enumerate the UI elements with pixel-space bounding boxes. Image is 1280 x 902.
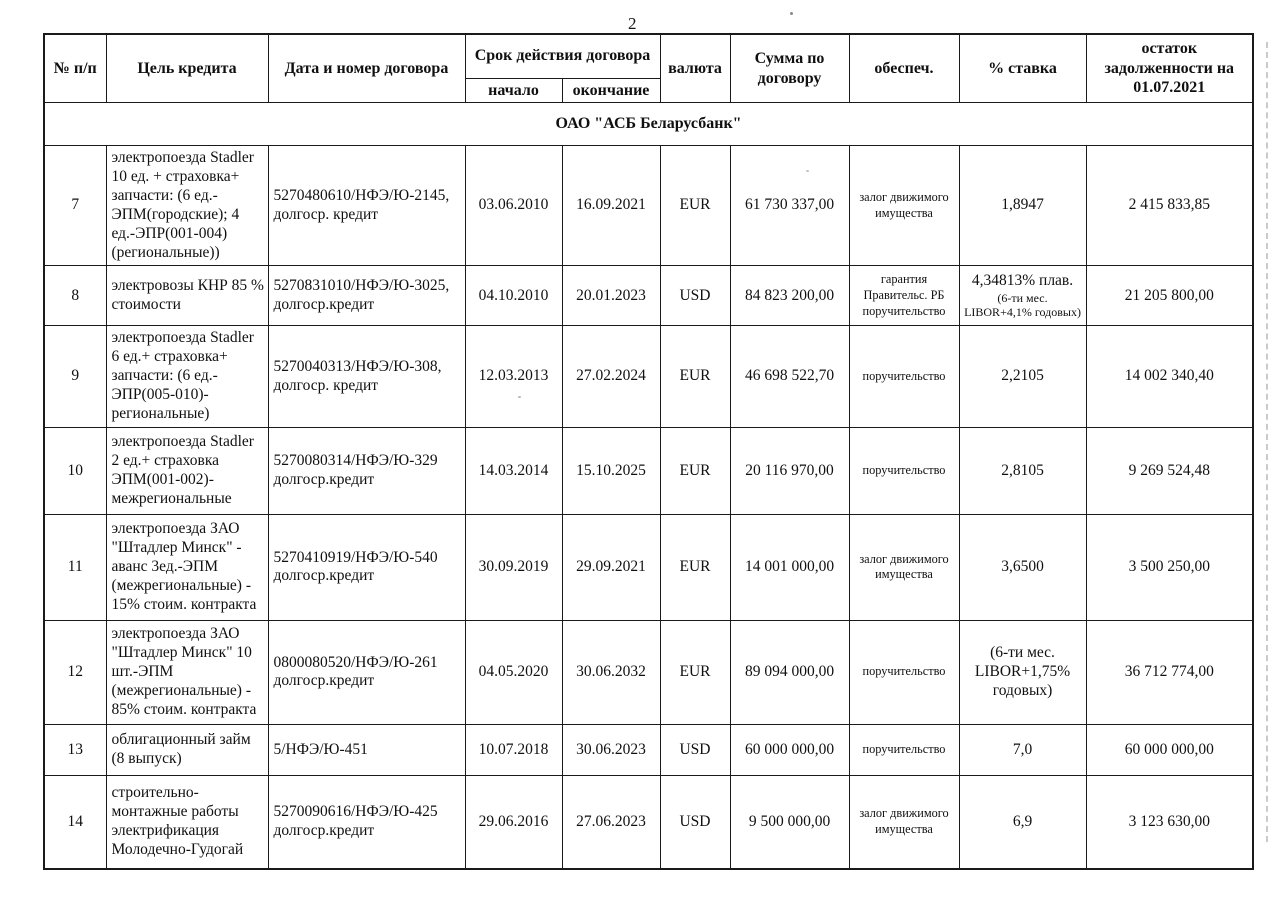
cell-contract: 0800080520/НФЭ/Ю-261 долгоср.кредит — [268, 620, 465, 724]
cell-rate — [959, 514, 1086, 620]
header-amount: Сумма по договору — [730, 34, 849, 103]
cell-collateral: поручительство — [849, 326, 959, 428]
cell-start: 03.06.2010 — [465, 146, 562, 266]
cell-purpose: электровозы КНР 85 % стоимости — [106, 266, 268, 326]
cell-num: 10 — [44, 427, 106, 514]
cell-currency: EUR — [660, 146, 730, 266]
cell-amount: 9 500 000,00 — [730, 775, 849, 869]
cell-currency: EUR — [660, 427, 730, 514]
cell-amount: 84 823 200,00 — [730, 266, 849, 326]
rate-value: 7,0 — [1012, 740, 1033, 758]
cell-end: 30.06.2032 — [562, 620, 660, 724]
cell-num: 13 — [44, 724, 106, 775]
cell-rate — [959, 326, 1086, 428]
rate-note: (6-ти мес. LIBOR+4,1% годовых) — [964, 291, 1081, 320]
header-contract: Дата и номер договора — [268, 34, 465, 103]
header-term-end: окончание — [562, 78, 660, 103]
cell-currency: USD — [660, 775, 730, 869]
table-row — [44, 775, 1253, 869]
cell-amount: 46 698 522,70 — [730, 326, 849, 428]
cell-balance: 2 415 833,85 — [1086, 146, 1253, 266]
cell-contract: 5270090616/НФЭ/Ю-425 долгоср.кредит — [268, 775, 465, 869]
cell-collateral: залог движимого имущества — [849, 514, 959, 620]
cell-rate — [959, 427, 1086, 514]
cell-start: 04.10.2010 — [465, 266, 562, 326]
rate-value: 4,34813% плав. — [971, 272, 1074, 290]
cell-purpose: электропоезда Stadler 10 ед. + страховка+ запчасти: (6 ед.-ЭПМ(городские); 4 ед.-ЭПР(001-004) (региональные)) — [106, 146, 268, 266]
header-currency: валюта — [660, 34, 730, 103]
table-row — [44, 266, 1253, 326]
cell-end: 15.10.2025 — [562, 427, 660, 514]
cell-collateral: залог движимого имущества — [849, 775, 959, 869]
cell-start: 04.05.2020 — [465, 620, 562, 724]
cell-purpose: облигационный займ (8 выпуск) — [106, 724, 268, 775]
section-title-row — [44, 103, 1253, 146]
cell-balance: 9 269 524,48 — [1086, 427, 1253, 514]
cell-balance: 21 205 800,00 — [1086, 266, 1253, 326]
cell-rate — [959, 775, 1086, 869]
cell-rate — [959, 724, 1086, 775]
header-purpose: Цель кредита — [106, 34, 268, 103]
cell-start: 12.03.2013 — [465, 326, 562, 428]
rate-value: 3,6500 — [1001, 558, 1044, 576]
cell-rate — [959, 620, 1086, 724]
rate-value: 2,2105 — [1001, 367, 1044, 385]
cell-num: 9 — [44, 326, 106, 428]
cell-amount: 60 000 000,00 — [730, 724, 849, 775]
cell-collateral: поручительство — [849, 620, 959, 724]
cell-rate — [959, 146, 1086, 266]
cell-currency: EUR — [660, 620, 730, 724]
cell-purpose: строительно-монтажные работы электрификация Молодечно-Гудогай — [106, 775, 268, 869]
cell-num: 8 — [44, 266, 106, 326]
cell-end: 16.09.2021 — [562, 146, 660, 266]
cell-currency: USD — [660, 724, 730, 775]
cell-currency: EUR — [660, 514, 730, 620]
cell-num: 14 — [44, 775, 106, 869]
header-num: № п/п — [44, 34, 106, 103]
rate-value: 2,8105 — [1001, 461, 1044, 479]
cell-balance: 14 002 340,40 — [1086, 326, 1253, 428]
cell-amount: 20 116 970,00 — [730, 427, 849, 514]
header-rate: % ставка — [959, 34, 1086, 103]
cell-start: 29.06.2016 — [465, 775, 562, 869]
cell-amount: 89 094 000,00 — [730, 620, 849, 724]
cell-amount: 14 001 000,00 — [730, 514, 849, 620]
table-row — [44, 427, 1253, 514]
cell-amount: 61 730 337,00 — [730, 146, 849, 266]
cell-contract: 5270080314/НФЭ/Ю-329 долгоср.кредит — [268, 427, 465, 514]
cell-collateral: поручительство — [849, 724, 959, 775]
table-row — [44, 146, 1253, 266]
cell-end: 30.06.2023 — [562, 724, 660, 775]
cell-balance: 36 712 774,00 — [1086, 620, 1253, 724]
cell-purpose: электропоезда Stadler 2 ед.+ страховка ЭПМ(001-002)- межрегиональные — [106, 427, 268, 514]
table-header — [44, 34, 1253, 103]
cell-end: 20.01.2023 — [562, 266, 660, 326]
cell-balance: 3 500 250,00 — [1086, 514, 1253, 620]
cell-start: 30.09.2019 — [465, 514, 562, 620]
cell-num: 12 — [44, 620, 106, 724]
table-row — [44, 620, 1253, 724]
cell-balance: 3 123 630,00 — [1086, 775, 1253, 869]
cell-start: 10.07.2018 — [465, 724, 562, 775]
cell-contract: 5270410919/НФЭ/Ю-540 долгоср.кредит — [268, 514, 465, 620]
cell-contract: 5270040313/НФЭ/Ю-308, долгоср. кредит — [268, 326, 465, 428]
header-term-start: начало — [465, 78, 562, 103]
table-row — [44, 724, 1253, 775]
rate-value: 6,9 — [1012, 812, 1033, 830]
cell-end: 29.09.2021 — [562, 514, 660, 620]
section-title: ОАО "АСБ Беларусбанк" — [44, 103, 1253, 146]
cell-purpose: электропоезда Stadler 6 ед.+ страховка+ запчасти: (6 ед.-ЭПР(005-010)- региональные) — [106, 326, 268, 428]
table-row — [44, 514, 1253, 620]
cell-purpose: электропоезда ЗАО "Штадлер Минск" - аванс 3ед.-ЭПМ (межрегиональные) - 15% стоим. контракта — [106, 514, 268, 620]
cell-currency: USD — [660, 266, 730, 326]
scan-artifact-speck — [518, 396, 521, 398]
cell-start: 14.03.2014 — [465, 427, 562, 514]
scan-artifact-speck — [806, 170, 809, 172]
cell-purpose: электропоезда ЗАО "Штадлер Минск" 10 шт.-ЭПМ (межрегиональные) - 85% стоим. контракта — [106, 620, 268, 724]
cell-collateral: гарантия Правительс. РБ поручительство — [849, 266, 959, 326]
cell-collateral: залог движимого имущества — [849, 146, 959, 266]
header-term: Срок действия договора — [465, 34, 660, 78]
page-number: 2 — [628, 14, 637, 33]
scan-artifact-speck — [790, 12, 793, 15]
header-balance: остаток задолженности на 01.07.2021 — [1086, 34, 1253, 103]
header-collateral: обеспеч. — [849, 34, 959, 103]
cell-end: 27.02.2024 — [562, 326, 660, 428]
cell-balance: 60 000 000,00 — [1086, 724, 1253, 775]
scan-artifact-line — [1266, 42, 1268, 842]
cell-end: 27.06.2023 — [562, 775, 660, 869]
table-row — [44, 326, 1253, 428]
loans-table — [43, 33, 1254, 870]
rate-value: (6-ти мес. LIBOR+1,75% годовых) — [974, 644, 1071, 699]
rate-value: 1,8947 — [1001, 196, 1044, 214]
cell-num: 11 — [44, 514, 106, 620]
cell-contract: 5270480610/НФЭ/Ю-2145, долгоср. кредит — [268, 146, 465, 266]
cell-contract: 5270831010/НФЭ/Ю-3025, долгоср.кредит — [268, 266, 465, 326]
cell-contract: 5/НФЭ/Ю-451 — [268, 724, 465, 775]
cell-num: 7 — [44, 146, 106, 266]
cell-currency: EUR — [660, 326, 730, 428]
cell-collateral: поручительство — [849, 427, 959, 514]
cell-rate — [959, 266, 1086, 326]
